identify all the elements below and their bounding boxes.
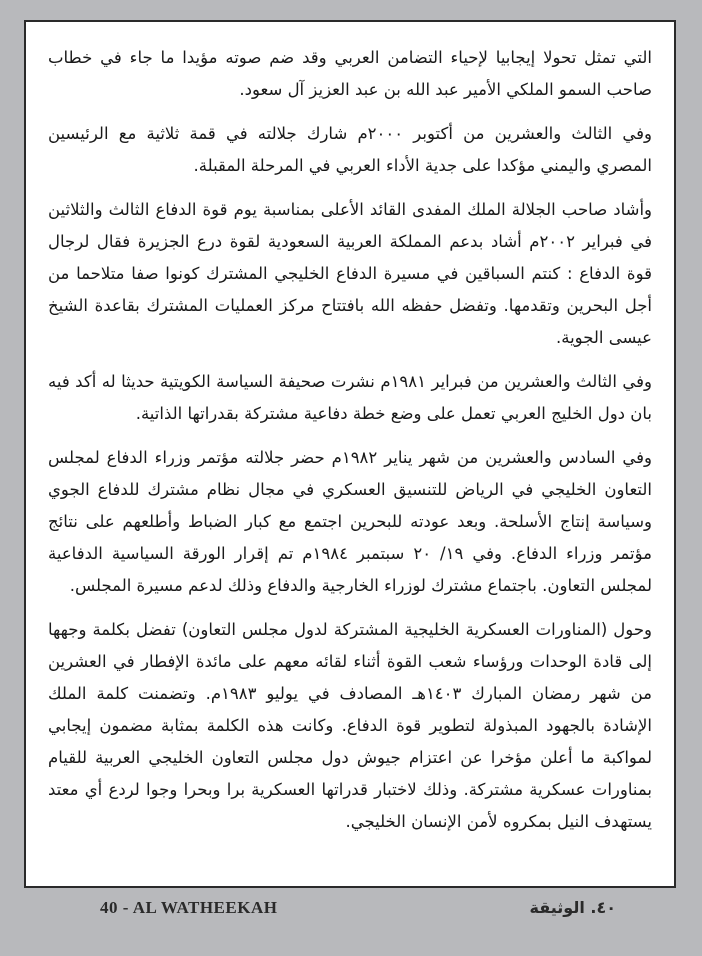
- paragraph: التي تمثل تحولا إيجابيا لإحياء التضامن العربي وقد ضم صوته مؤيدا ما جاء في خطاب صاحب السمو الملكي الأمير عبد الله بن عبد العزيز آل سعود.: [48, 48, 652, 99]
- paragraph: وحول (المناورات العسكرية الخليجية المشتركة لدول مجلس التعاون) تفضل بكلمة وجهها إلى قادة الوحدات ورؤساء شعب القوة أثناء لقائه معهم على مائدة الإفطار في العشرين من شهر رمضان المبارك ١٤٠٣هـ المصادف في يوليو ١٩٨٣م. وتضمنت كلمة الملك الإشادة بالجهود المبذولة لتطوير قوة الدفاع. وكانت هذه الكلمة بمثابة مضمون إيجابي لمواكبة ما أعلن مؤخرا عن اعتزام جيوش دول مجلس التعاون الخليجي العربية للقيام بمناورات عسكرية مشتركة. وذلك لاختبار قدراتها العسكرية برا وبحرا وجوا لردع أي معتد يستهدف النيل بمكروه لأمن الإنسان الخليجي.: [48, 620, 652, 831]
- footer-page-label-arabic: ٤٠. الوثيقة: [529, 898, 616, 917]
- footer-page-label-english: 40 - AL WATHEEKAH: [100, 898, 278, 917]
- page-frame: [24, 20, 676, 888]
- paragraph: وأشاد صاحب الجلالة الملك المفدى القائد الأعلى بمناسبة يوم قوة الدفاع الثالث والثلاثين في فبراير ٢٠٠٢م أشاد بدعم المملكة العربية السعودية لقوة درع الجزيرة فقال لرجال قوة الدفاع : كنتم السباقين في مسيرة الدفاع الخليجي المشترك كونوا صفا متلاحما من أجل البحرين وتقدمها. وتفضل حفظه الله بافتتاح مركز العمليات المشترك بقاعدة الشيخ عيسى الجوية.: [48, 200, 653, 347]
- paragraph: وفي الثالث والعشرين من فبراير ١٩٨١م نشرت صحيفة السياسة الكويتية حديثا له أكد فيه بان دول الخليج العربي تعمل على وضع خطة دفاعية مشتركة بقدراتها الذاتية.: [48, 372, 652, 423]
- page-footer: [0, 898, 702, 922]
- paragraph: وفي السادس والعشرين من شهر يناير ١٩٨٢م حضر جلالته مؤتمر وزراء الدفاع لمجلس التعاون الخليجي في الرياض للتنسيق العسكري في مجال نظام مشترك للدفاع الجوي وسياسة إنتاج الأسلحة. وبعد عودته للبحرين اجتمع مع كبار الضباط وأطلعهم على نتائج مؤتمر وزراء الدفاع. وفي ١٩/ ٢٠ سبتمبر ١٩٨٤م تم إقرار الورقة السياسية الدفاعية لمجلس التعاون. باجتماع مشترك لوزراء الخارجية والدفاع وذلك لدعم مسيرة المجلس.: [48, 448, 652, 595]
- paragraph: وفي الثالث والعشرين من أكتوبر ٢٠٠٠م شارك جلالته في قمة ثلاثية مع الرئيسين المصري واليمني مؤكدا على جدية الأداء العربي في المرحلة المقبلة.: [48, 124, 652, 175]
- article-body: [48, 42, 652, 838]
